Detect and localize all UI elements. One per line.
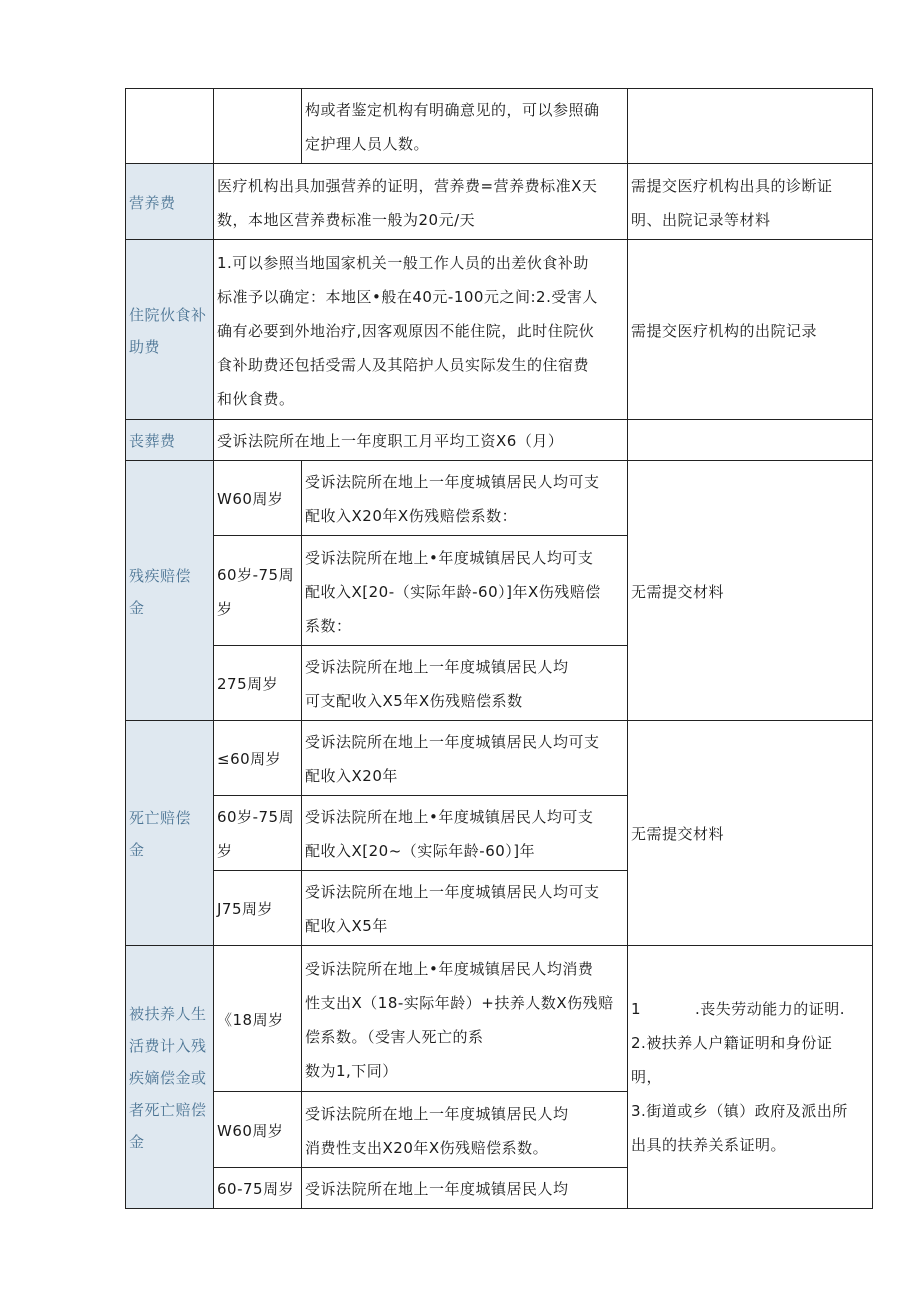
formula-cell: 受诉法院所在地上一年度城镇居民人均 可支配收入X5年X伤残赔偿系数	[302, 646, 628, 721]
text-line: 数，本地区营养费标准一般为20元/天	[217, 210, 476, 229]
category-disability: 残疾赔偿 金	[126, 461, 214, 721]
text-line: 3.街道或乡（镇）政府及派出所	[631, 1102, 848, 1120]
empty-category-cell	[126, 89, 214, 164]
text-line: 定护理人员人数。	[305, 135, 430, 153]
category-funeral: 丧葬费	[126, 420, 214, 461]
category-dependents: 被扶养人生 活费计入残 疾嫡偿金或 者死亡赔偿 金	[126, 946, 214, 1209]
formula-cell: 受诉法院所在地上一年度城镇居民人均可支 配收入X5年	[302, 871, 628, 946]
empty-materials-cell	[628, 89, 873, 164]
empty-age-cell	[214, 89, 302, 164]
formula-cell: 受诉法院所在地上一年度城镇居民人均可支 配收入X20年X伤残赔偿系数：	[302, 461, 628, 536]
meal-allowance-standard-cell	[214, 240, 628, 420]
dependents-row	[126, 946, 873, 1092]
formula-cell: 受诉法院所在地上•年度城镇居民人均可支 配收入X[20~（实际年龄-60）]年	[302, 796, 628, 871]
nutrition-row	[126, 164, 873, 240]
nutrition-standard-cell	[214, 164, 628, 240]
formula-cell: 受诉法院所在地上•年度城镇居民人均可支 配收入X[20-（实际年龄-60）]年X伤残赔偿 系数：	[302, 536, 628, 646]
meal-allowance-row	[126, 240, 873, 420]
disability-materials-cell: 无需提交材料	[628, 461, 873, 721]
age-cell: 60-75周岁	[214, 1168, 302, 1209]
formula-cell: 受诉法院所在地上一年度城镇居民人均可支 配收入X20年	[302, 721, 628, 796]
text-line: 标准予以确定：本地区•般在40元-100元之间:2.受害人	[217, 287, 598, 306]
text-line: 明、出院记录等材料	[631, 210, 771, 229]
category-death: 死亡赔偿 金	[126, 721, 214, 946]
age-cell: 60岁-75周 岁	[214, 796, 302, 871]
text-line: 确有必要到外地治疗,因客观原因不能住院，此时住院伙	[217, 321, 595, 340]
formula-cell: 受诉法院所在地上一年度城镇居民人均	[302, 1168, 628, 1209]
age-cell: W60周岁	[214, 461, 302, 536]
funeral-standard-cell: 受诉法院所在地上一年度职工月平均工资X6（月）	[214, 420, 628, 461]
age-cell: 60岁-75周 岁	[214, 536, 302, 646]
age-cell: 275周岁	[214, 646, 302, 721]
nursing-continuation-row	[126, 89, 873, 164]
category-meal-allowance: 住院伙食补 助费	[126, 240, 214, 420]
materials-item-1: 1 .丧失劳动能力的证明.	[631, 1000, 846, 1018]
text-line: 明，	[631, 1068, 663, 1086]
formula-cell: 受诉法院所在地上一年度城镇居民人均 消费性支出X20年X伤残赔偿系数。	[302, 1092, 628, 1168]
text-line: 构或者鉴定机构有明确意见的，可以参照确	[305, 101, 600, 119]
funeral-row	[126, 420, 873, 461]
age-cell: J75周岁	[214, 871, 302, 946]
age-cell: ≤60周岁	[214, 721, 302, 796]
text-line: 2.被扶养人户籍证明和身份证	[631, 1034, 833, 1052]
text-line: 和伙食费。	[217, 389, 295, 408]
category-nutrition: 营养费	[126, 164, 214, 240]
text-line: 食补助费还包括受需人及其陪护人员实际发生的住宿费	[217, 355, 590, 374]
age-cell: 《18周岁	[214, 946, 302, 1092]
text-line: 出具的扶养关系证明。	[631, 1136, 787, 1154]
meal-allowance-materials-cell: 需提交医疗机构的出院记录	[628, 240, 873, 420]
text-line: 医疗机构出具加强营养的证明，营养费=营养费标准X天	[217, 176, 598, 195]
empty-materials-cell	[628, 420, 873, 461]
age-cell: W60周岁	[214, 1092, 302, 1168]
death-materials-cell: 无需提交材料	[628, 721, 873, 946]
text-line: 需提交医疗机构出具的诊断证	[631, 176, 833, 195]
disability-row	[126, 461, 873, 536]
text-line: 1.可以参照当地国家机关一般工作人员的出差伙食补助	[217, 253, 589, 272]
dependents-materials-cell	[628, 946, 873, 1209]
death-row	[126, 721, 873, 796]
nutrition-materials-cell	[628, 164, 873, 240]
nursing-standard-cell	[302, 89, 628, 164]
compensation-table	[125, 88, 873, 1209]
formula-cell: 受诉法院所在地上•年度城镇居民人均消费 性支出X（18-实际年龄）+扶养人数X伤残赔 偿系数。（受害人死亡的系 数为1,下同）	[302, 946, 628, 1092]
